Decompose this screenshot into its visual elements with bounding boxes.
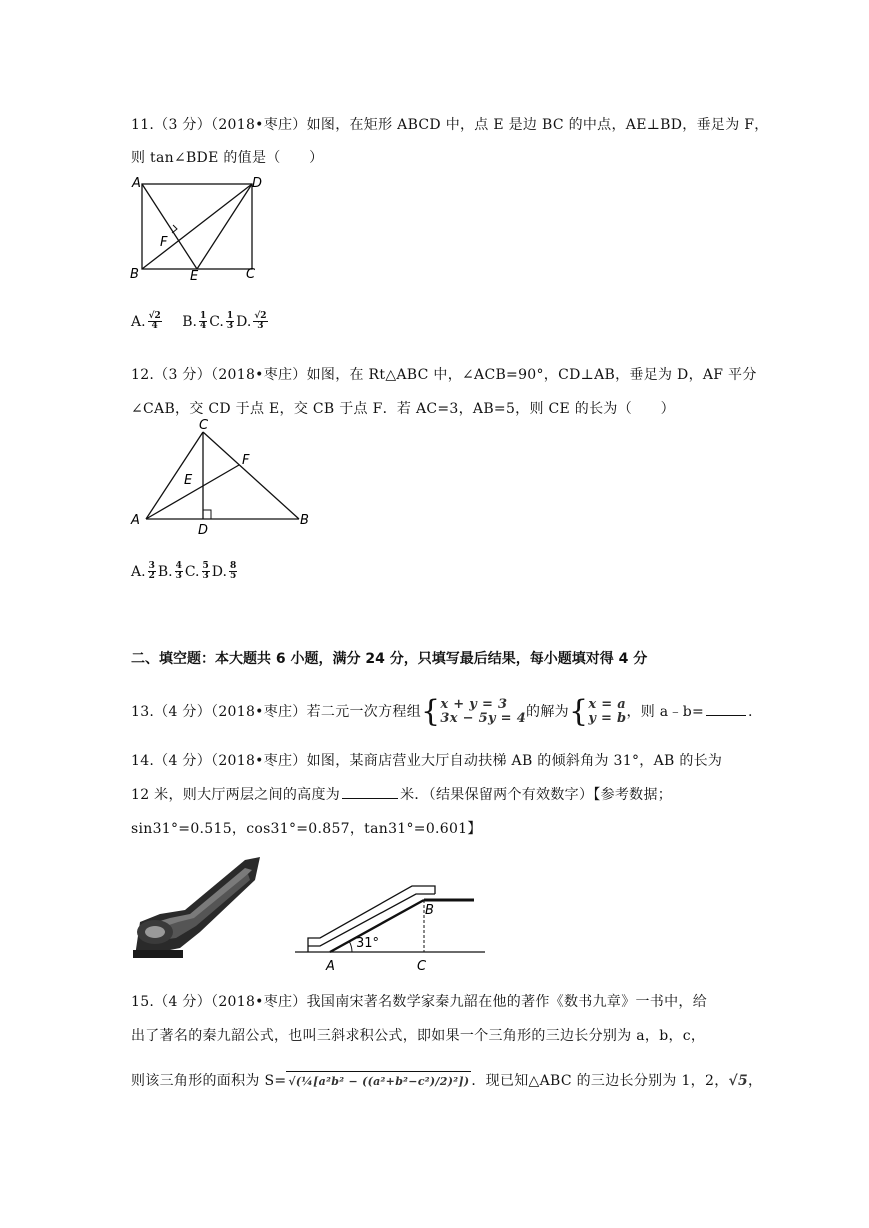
q13-suffix: ，则 a﹣b= bbox=[626, 704, 705, 720]
q11-label-A: A bbox=[132, 176, 141, 191]
q12-triangle-figure bbox=[128, 418, 318, 536]
sqrt5: √5 bbox=[728, 1073, 749, 1089]
q11-text-line2: 则 tan∠BDE 的值是（ ） bbox=[131, 150, 324, 166]
q14-angle-label: 31° bbox=[356, 936, 380, 951]
q12-label-E: E bbox=[184, 473, 193, 488]
qin-jiushao-formula: √(¼[a²b² − ((a²+b²−c²)/2)²]) bbox=[286, 1071, 471, 1092]
q12-label-D: D bbox=[198, 523, 209, 536]
q14-answer-blank[interactable] bbox=[342, 784, 398, 799]
q14-text-line1: 14.（4 分）（2018•枣庄）如图，某商店营业大厅自动扶梯 AB 的倾斜角为 31°，AB 的长为 bbox=[131, 753, 723, 769]
q12-label-B: B bbox=[300, 513, 309, 528]
q12-option-a[interactable]: A. $\frac{3}{2}$ bbox=[131, 561, 155, 581]
q15-text-line1: 15.（4 分）（2018•枣庄）我国南宋著名数学家秦九韶在他的著作《数书九章》一书中，给 bbox=[131, 994, 708, 1010]
q12-options bbox=[131, 562, 239, 581]
q11-option-d[interactable]: D. $\frac{√2}{3}$ bbox=[236, 311, 267, 331]
q11-label-F: F bbox=[160, 235, 168, 250]
q12-option-b[interactable]: B. $\frac{4}{3}$ bbox=[157, 561, 182, 581]
q13-mid: 的解为 bbox=[526, 704, 569, 720]
q11-rectangle-figure bbox=[128, 174, 268, 284]
q11-option-a[interactable]: A. $\frac{√2}{4}$ bbox=[131, 311, 161, 331]
q12-label-F: F bbox=[242, 453, 250, 468]
q15-text-line2: 出了著名的秦九韶公式，也叫三斜求积公式，即如果一个三角形的三边长分别为 a，b，c， bbox=[131, 1028, 706, 1044]
q12-label-C: C bbox=[199, 418, 209, 433]
escalator-photo bbox=[130, 852, 265, 962]
q11-label-D: D bbox=[252, 176, 263, 191]
q14-label-B: B bbox=[425, 903, 434, 918]
q15-text-line3: 则该三角形的面积为 S= √(¼[a²b² − ((a²+b²−c²)/2)²]) ．现已知△ABC 的三边长分别为 1，2，√5， bbox=[131, 1064, 762, 1098]
q13-prefix: 13.（4 分）（2018•枣庄）若二元一次方程组 bbox=[131, 704, 422, 720]
q11-text-line1: 11.（3 分）（2018•枣庄）如图，在矩形 ABCD 中，点 E 是边 BC 的中点，AE⊥BD，垂足为 F， bbox=[131, 117, 769, 133]
q14-label-A: A bbox=[326, 959, 335, 974]
q12-text-line1: 12.（3 分）（2018•枣庄）如图，在 Rt△ABC 中，∠ACB=90°，CD⊥AB，垂足为 D，AF 平分 bbox=[131, 367, 757, 383]
q13-equation-system: { x + y = 3 3x − 5y = 4 bbox=[421, 694, 527, 729]
q13-end: . bbox=[748, 704, 753, 720]
section2-heading: 二、填空题：本大题共 6 小题，满分 24 分，只填写最后结果，每小题填对得 4 分 bbox=[131, 651, 648, 667]
q13-solution-system: { x = a y = b bbox=[568, 694, 627, 729]
q14-text-line3: sin31°=0.515，cos31°=0.857，tan31°=0.601】 bbox=[131, 821, 482, 837]
q12-option-c[interactable]: C. $\frac{5}{3}$ bbox=[184, 561, 209, 581]
q13-answer-blank[interactable] bbox=[706, 701, 746, 716]
q14-text-line2: 12 米，则大厅两层之间的高度为 米．（结果保留两个有效数字）【参考数据； bbox=[131, 784, 672, 804]
q14-escalator-diagram bbox=[290, 880, 490, 975]
q14-label-C: C bbox=[417, 959, 427, 974]
q11-options bbox=[131, 312, 270, 331]
q11-option-b[interactable]: B. $\frac{1}{4}$ bbox=[182, 311, 207, 331]
q12-label-A: A bbox=[131, 513, 140, 528]
q11-label-C: C bbox=[246, 267, 256, 282]
q12-option-d[interactable]: D. $\frac{8}{5}$ bbox=[211, 561, 237, 581]
q11-label-E: E bbox=[190, 269, 199, 284]
q11-option-c[interactable]: C. $\frac{1}{3}$ bbox=[209, 311, 234, 331]
q11-label-B: B bbox=[130, 267, 139, 282]
q13-text bbox=[131, 694, 753, 730]
q12-text-line2: ∠CAB，交 CD 于点 E，交 CB 于点 F．若 AC=3，AB=5，则 CE 的长为（ ） bbox=[131, 401, 675, 417]
